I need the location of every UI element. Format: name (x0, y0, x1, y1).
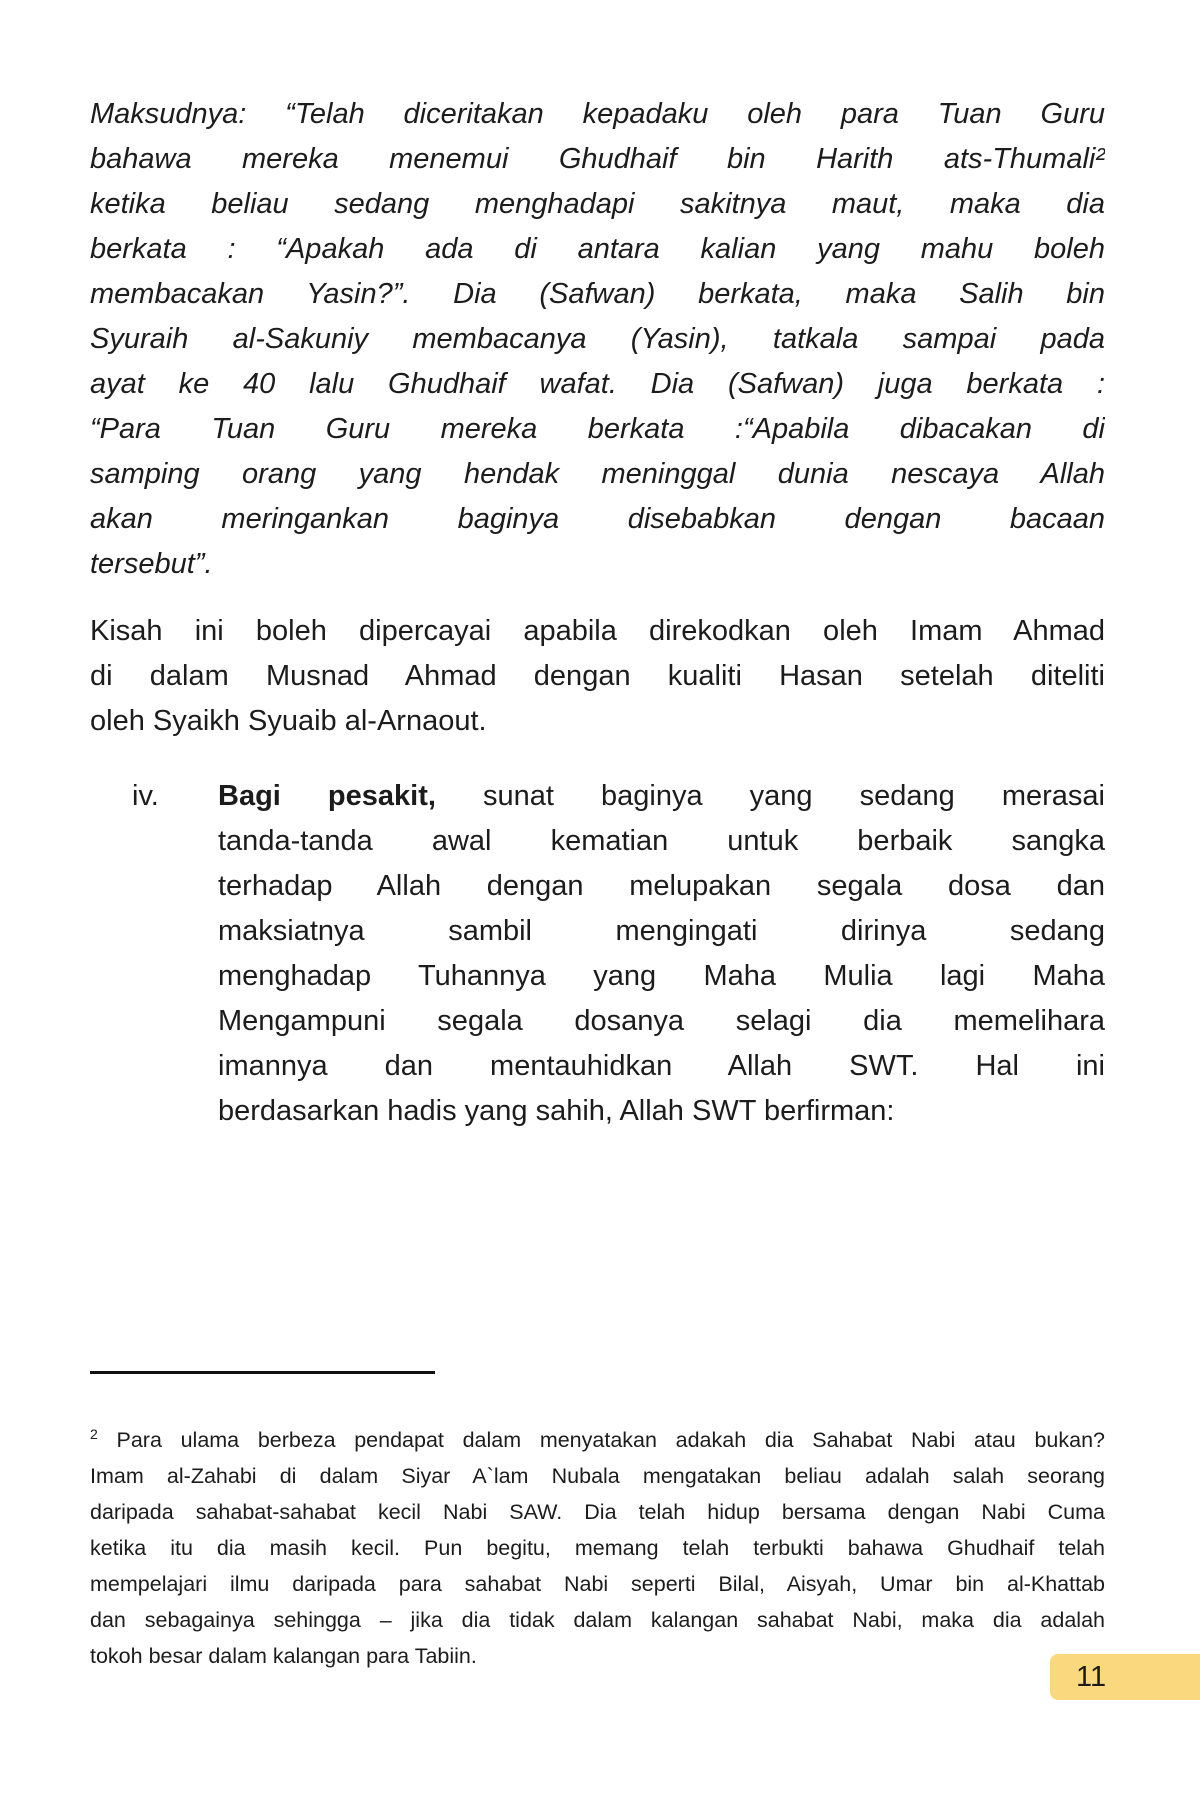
list-item-body (218, 774, 1105, 1134)
text-line: maksiatnya sambil mengingati dirinya sedang (218, 915, 1105, 947)
footnote-first-line-text: Para ulama berbeza pendapat dalam menyatakan adakah dia Sahabat Nabi atau bukan? (116, 1428, 1105, 1452)
text-line: akan meringankan baginya disebabkan dengan bacaan (90, 503, 1105, 535)
list-item-lead-rest: sunat baginya yang sedang merasai (435, 780, 1105, 812)
text-line: di dalam Musnad Ahmad dengan kualiti Hasan setelah diteliti (90, 660, 1105, 692)
text-line: ayat ke 40 lalu Ghudhaif wafat. Dia (Safwan) juga berkata : (90, 368, 1105, 400)
text-line: oleh Syaikh Syuaib al-Arnaout. (90, 705, 487, 737)
text-line: Maksudnya: “Telah diceritakan kepadaku oleh para Tuan Guru (90, 98, 1105, 130)
text-line: samping orang yang hendak meninggal dunia nescaya Allah (90, 458, 1105, 490)
text-line: menghadap Tuhannya yang Maha Mulia lagi Maha (218, 960, 1105, 992)
text-line: ketika beliau sedang menghadapi sakitnya maut, maka dia (90, 188, 1105, 220)
text-line: bahawa mereka menemui Ghudhaif bin Harith ats-Thumali² (90, 143, 1105, 175)
text-line: berkata : “Apakah ada di antara kalian yang mahu boleh (90, 233, 1105, 265)
text-line: ketika itu dia masih kecil. Pun begitu, memang telah terbukti bahawa Ghudhaif telah (90, 1536, 1105, 1560)
body-paragraph (90, 609, 1105, 744)
text-line: imannya dan mentauhidkan Allah SWT. Hal ini (218, 1050, 1105, 1082)
quote-paragraph (90, 92, 1105, 587)
text-line: Mengampuni segala dosanya selagi dia memelihara (218, 1005, 1105, 1037)
list-item-iv (90, 774, 1105, 1134)
text-line: membacakan Yasin?”. Dia (Safwan) berkata, maka Salih bin (90, 278, 1105, 310)
list-item-lead-bold: Bagi pesakit, (218, 780, 436, 812)
text-line: “Para Tuan Guru mereka berkata :“Apabila dibacakan di (90, 413, 1105, 445)
text-line (90, 1422, 1105, 1458)
text-line: tersebut”. (90, 548, 213, 580)
page-number: 11 (1076, 1660, 1107, 1693)
text-line: berdasarkan hadis yang sahih, Allah SWT berfirman: (218, 1095, 895, 1127)
text-line (218, 774, 1105, 819)
footnote-separator (90, 1371, 435, 1374)
text-line: tokoh besar dalam kalangan para Tabiin. (90, 1644, 477, 1668)
text-line: Imam al-Zahabi di dalam Siyar A`lam Nubala mengatakan beliau adalah salah seorang (90, 1464, 1105, 1488)
text-line: terhadap Allah dengan melupakan segala dosa dan (218, 870, 1105, 902)
footnote-marker: 2 (90, 1425, 98, 1442)
list-item-rest-lines (218, 819, 1105, 1134)
text-line: Kisah ini boleh dipercayai apabila direkodkan oleh Imam Ahmad (90, 615, 1105, 647)
footnote-rest-lines (90, 1458, 1105, 1674)
text-line: mempelajari ilmu daripada para sahabat Nabi seperti Bilal, Aisyah, Umar bin al-Khattab (90, 1572, 1105, 1596)
text-line: dan sebagainya sehingga – jika dia tidak dalam kalangan sahabat Nabi, maka dia adalah (90, 1608, 1105, 1632)
list-item-number: iv. (132, 780, 159, 812)
page-number-badge (1050, 1654, 1200, 1700)
text-line: tanda-tanda awal kematian untuk berbaik sangka (218, 825, 1105, 857)
text-line: Syuraih al-Sakuniy membacanya (Yasin), tatkala sampai pada (90, 323, 1105, 355)
text-line: daripada sahabat-sahabat kecil Nabi SAW. Dia telah hidup bersama dengan Nabi Cuma (90, 1500, 1105, 1524)
footnote (90, 1422, 1105, 1674)
